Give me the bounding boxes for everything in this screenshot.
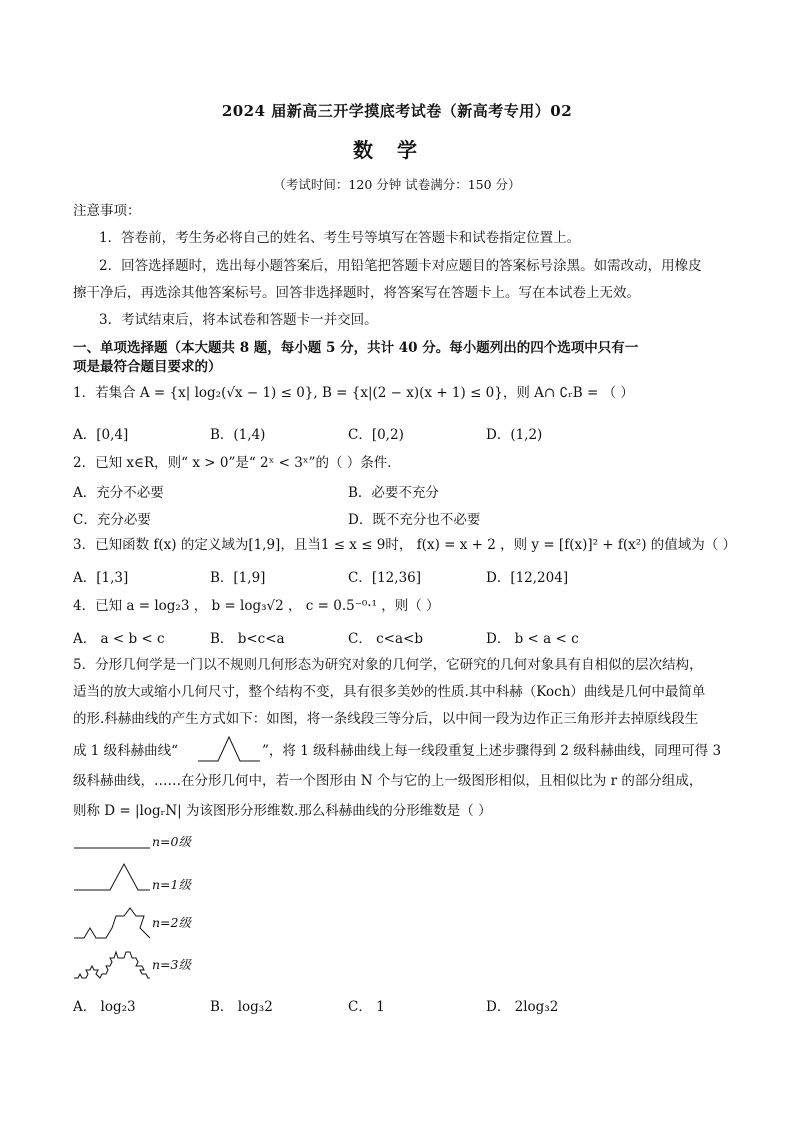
q4-option-c: C． c<a<b bbox=[348, 631, 423, 647]
q2-option-b: B．必要不充分 bbox=[348, 485, 439, 501]
q3-option-c: C．[12,36] bbox=[348, 570, 422, 586]
level-label: n=2级 bbox=[152, 915, 191, 930]
note-item: 3．考试结束后，将本试卷和答题卡一并交回。 bbox=[99, 312, 378, 328]
question-2-stem: 2．已知 x∈R，则“ x > 0”是“ 2ˣ < 3ˣ”的（ ）条件． bbox=[73, 455, 401, 471]
q1-option-d: D．(1,2) bbox=[486, 427, 543, 443]
question-5-stem-line: ”，将 1 级科赫曲线上每一线段重复上述步骤得到 2 级科赫曲线，同理可得 3 bbox=[262, 743, 722, 759]
koch-level-2 bbox=[74, 908, 150, 938]
koch-level1-inline-icon bbox=[196, 733, 262, 763]
question-1-stem: 1．若集合 A = {x| log₂(√x − 1) ≤ 0}, B = {x|(2 − x)(x + 1) ≤ 0}，则 A∩ ∁ᵣB = （ ） bbox=[73, 385, 634, 401]
q1-option-b: B．(1,4) bbox=[210, 427, 266, 443]
q3-option-b: B．[1,9] bbox=[210, 570, 266, 586]
question-5-stem-line: 则称 D = |logᵣN| 为该图形分形维数.那么科赫曲线的分形维数是（ ） bbox=[73, 803, 492, 819]
level-label: n=3级 bbox=[152, 957, 191, 972]
question-5-stem-line: 5．分形几何学是一门以不规则几何形态为研究对象的几何学，它研究的几何对象具有自相似的层次结构， bbox=[73, 657, 703, 673]
q2-option-a: A．充分不必要 bbox=[73, 485, 164, 501]
notes-heading: 注意事项： bbox=[73, 203, 141, 219]
q2-option-d: D．既不充分也不必要 bbox=[348, 512, 481, 528]
level-label: n=0级 bbox=[152, 834, 191, 849]
koch-curve-figure bbox=[70, 830, 160, 990]
note-item: 擦干净后，再选涂其他答案标号。回答非选择题时，将答案写在答题卡上。写在本试卷上无效。 bbox=[73, 285, 640, 301]
q4-option-a: A． a < b < c bbox=[73, 631, 165, 647]
exam-info: （考试时间：120 分钟 试卷满分：150 分） bbox=[273, 177, 521, 192]
question-5-stem-line: 适当的放大或缩小几何尺寸，整个结构不变，具有很多美妙的性质.其中科赫（Koch）曲线是几何中最简单 bbox=[73, 684, 706, 700]
exam-title: 2024 届新高三开学摸底考试卷（新高考专用）02 bbox=[221, 102, 573, 120]
section-heading: 一、单项选择题（本大题共 8 题，每小题 5 分，共计 40 分。每小题列出的四个选项中只有一 bbox=[73, 340, 639, 356]
koch-level-1 bbox=[74, 864, 150, 890]
question-3-stem: 3．已知函数 f(x) 的定义域为[1,9]，且当1 ≤ x ≤ 9时， f(x) = x + 2 ，则 y = [f(x)]² + f(x²) 的值域为（ ） bbox=[73, 537, 737, 553]
question-5-stem-line: 的形.科赫曲线的产生方式如下：如图，将一条线段三等分后，以中间一段为边作正三角形并去掉原线段生 bbox=[73, 711, 699, 727]
level-label: n=1级 bbox=[152, 877, 191, 892]
koch-level-3 bbox=[74, 952, 150, 978]
question-4-stem: 4．已知 a = log₂3 ， b = log₃√2 ， c = 0.5⁻⁰·¹ ，则（ ） bbox=[73, 598, 440, 614]
q5-option-a: A． log₂3 bbox=[73, 999, 136, 1015]
q2-option-c: C．充分必要 bbox=[73, 512, 151, 528]
q5-option-c: C． 1 bbox=[348, 999, 385, 1015]
question-5-stem-line: 级科赫曲线，……在分形几何中，若一个图形由 N 个与它的上一级图形相似，且相似比为 r 的部分组成， bbox=[73, 773, 703, 789]
section-heading: 项是最符合题目要求的） bbox=[73, 359, 222, 375]
subject-title: 数学 bbox=[353, 138, 441, 162]
q3-option-a: A．[1,3] bbox=[73, 570, 129, 586]
q4-option-d: D． b < a < c bbox=[486, 631, 579, 647]
note-item: 1．答卷前，考生务必将自己的姓名、考生号等填写在答题卡和试卷指定位置上。 bbox=[99, 230, 581, 246]
note-item: 2．回答选择题时，选出每小题答案后，用铅笔把答题卡对应题目的答案标号涂黑。如需改动，用橡皮 bbox=[99, 258, 702, 274]
q5-option-b: B． log₃2 bbox=[210, 999, 273, 1015]
q4-option-b: B． b<c<a bbox=[210, 631, 285, 647]
q3-option-d: D．[12,204] bbox=[486, 570, 569, 586]
q1-option-c: C．[0,2) bbox=[348, 427, 404, 443]
q5-option-d: D． 2log₃2 bbox=[486, 999, 559, 1015]
question-5-stem-line: 成 1 级科赫曲线“ bbox=[73, 743, 179, 759]
q1-option-a: A．[0,4] bbox=[73, 427, 129, 443]
